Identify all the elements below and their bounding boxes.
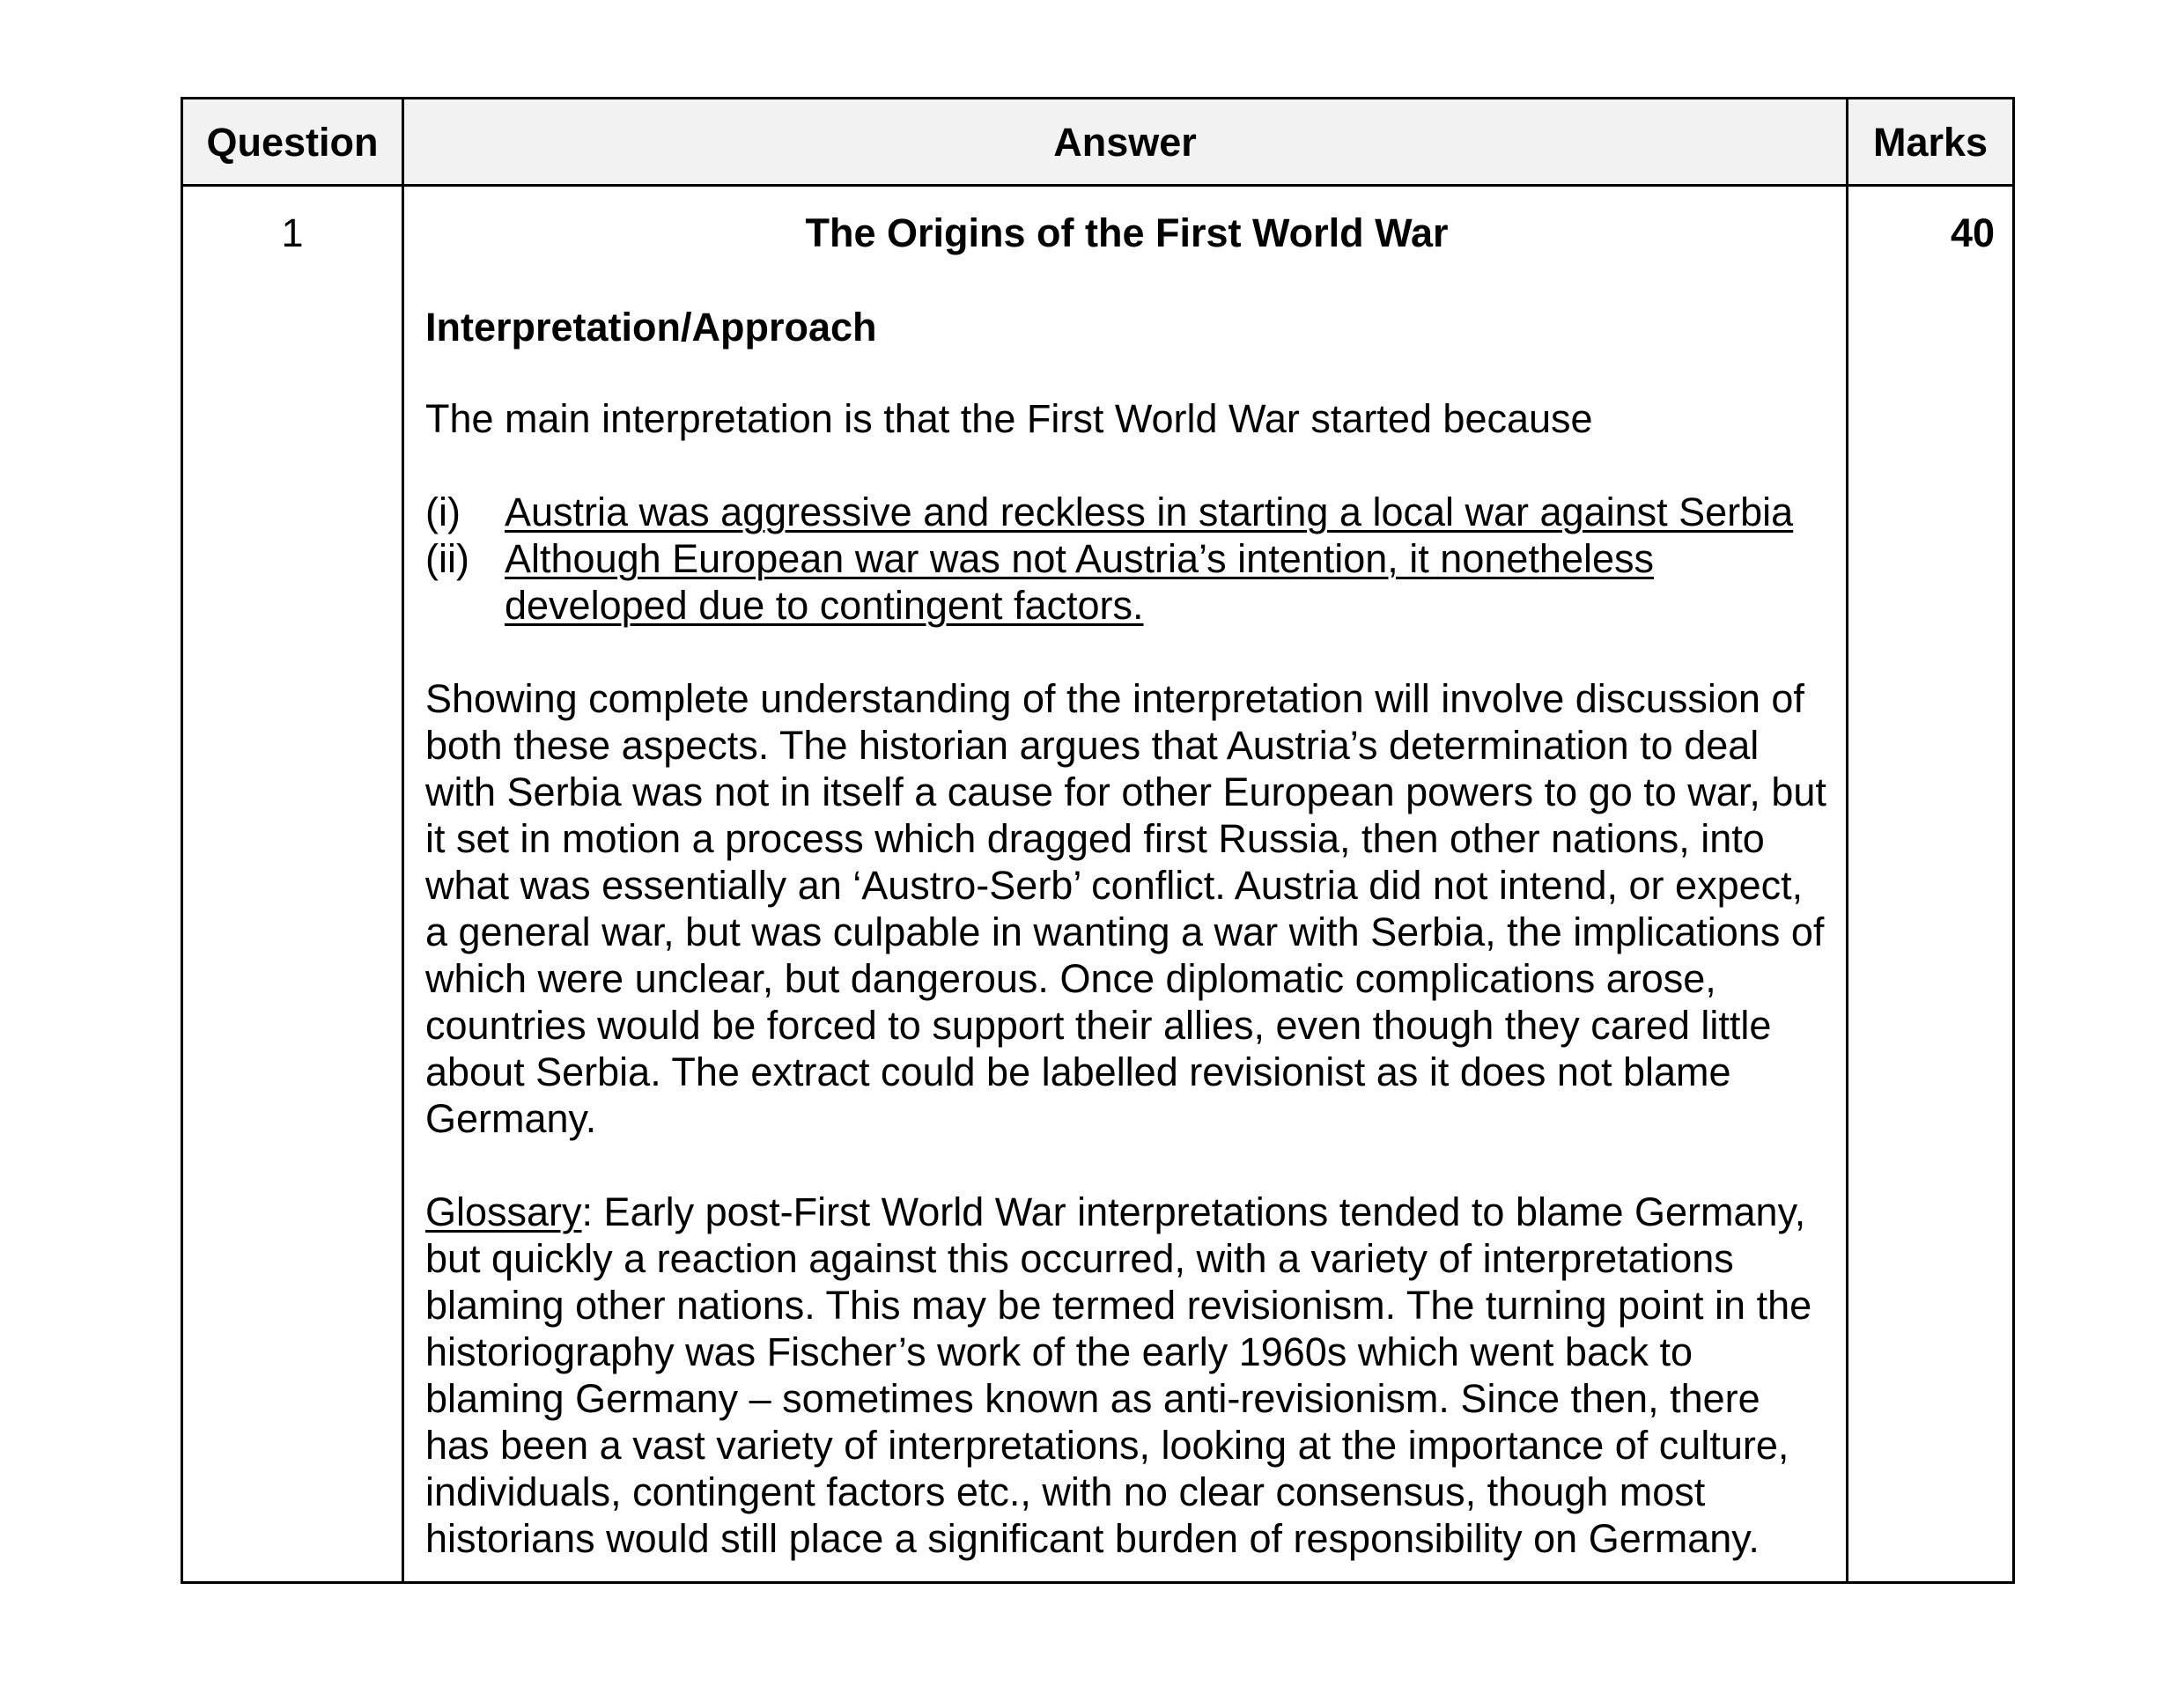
- glossary-term: Glossary: [425, 1189, 582, 1234]
- intro-paragraph: The main interpretation is that the First World War started because: [425, 396, 1593, 441]
- question-column-header: Question: [182, 99, 403, 186]
- interpretation-points: [425, 489, 1828, 629]
- point-number: (i): [425, 490, 461, 534]
- header-row: [182, 99, 2014, 186]
- answer-column-header: Answer: [403, 99, 1848, 186]
- glossary-text: : Early post-First World War interpretations tended to blame Germany, but quickly a reaction against this occurred, with a variety of interpretations blaming other nations. This may be termed revisionism. The turning point in the historiography was Fischer’s work of the early 1960s which went back to blaming Germany – sometimes known as anti-revisionism. Since then, there has been a vast variety of interpretations, looking at the importance of culture, individuals, contingent factors etc., with no clear consensus, though most historians would still place a significant burden of responsibility on Germany.: [425, 1189, 1812, 1561]
- table-row: [182, 186, 2014, 1583]
- list-item: [425, 489, 1828, 535]
- marks-column-header: Marks: [1848, 99, 2014, 186]
- marks-value: 40: [1848, 186, 2014, 1583]
- answer-title: The Origins of the First World War: [805, 210, 1449, 255]
- list-item: [425, 535, 1828, 629]
- point-text: Austria was aggressive and reckless in starting a local war against Serbia: [505, 490, 1794, 534]
- point-number: (ii): [425, 536, 469, 581]
- glossary-paragraph: [425, 1189, 1828, 1562]
- discussion-paragraph: Showing complete understanding of the interpretation will involve discussion of both these aspects. The historian argues that Austria’s determination to deal with Serbia was not in itself a cause for other European powers to go to war, but it set in motion a process which dragged first Russia, then other nations, into what was essentially an ‘Austro-Serb’ conflict. Austria did not intend, or expect, a general war, but was culpable in wanting a war with Serbia, the implications of which were unclear, but dangerous. Once diplomatic complications arose, countries would be forced to support their allies, even though they cared little about Serbia. The extract could be labelled revisionist as it does not blame Germany.: [425, 676, 1826, 1141]
- answer-cell: [403, 186, 1848, 1583]
- point-text: Although European war was not Austria’s intention, it nonetheless developed due to contingent factors.: [505, 536, 1654, 628]
- mark-scheme-table: [181, 97, 2015, 1584]
- question-number: 1: [182, 186, 403, 1583]
- section-heading: Interpretation/Approach: [425, 305, 877, 350]
